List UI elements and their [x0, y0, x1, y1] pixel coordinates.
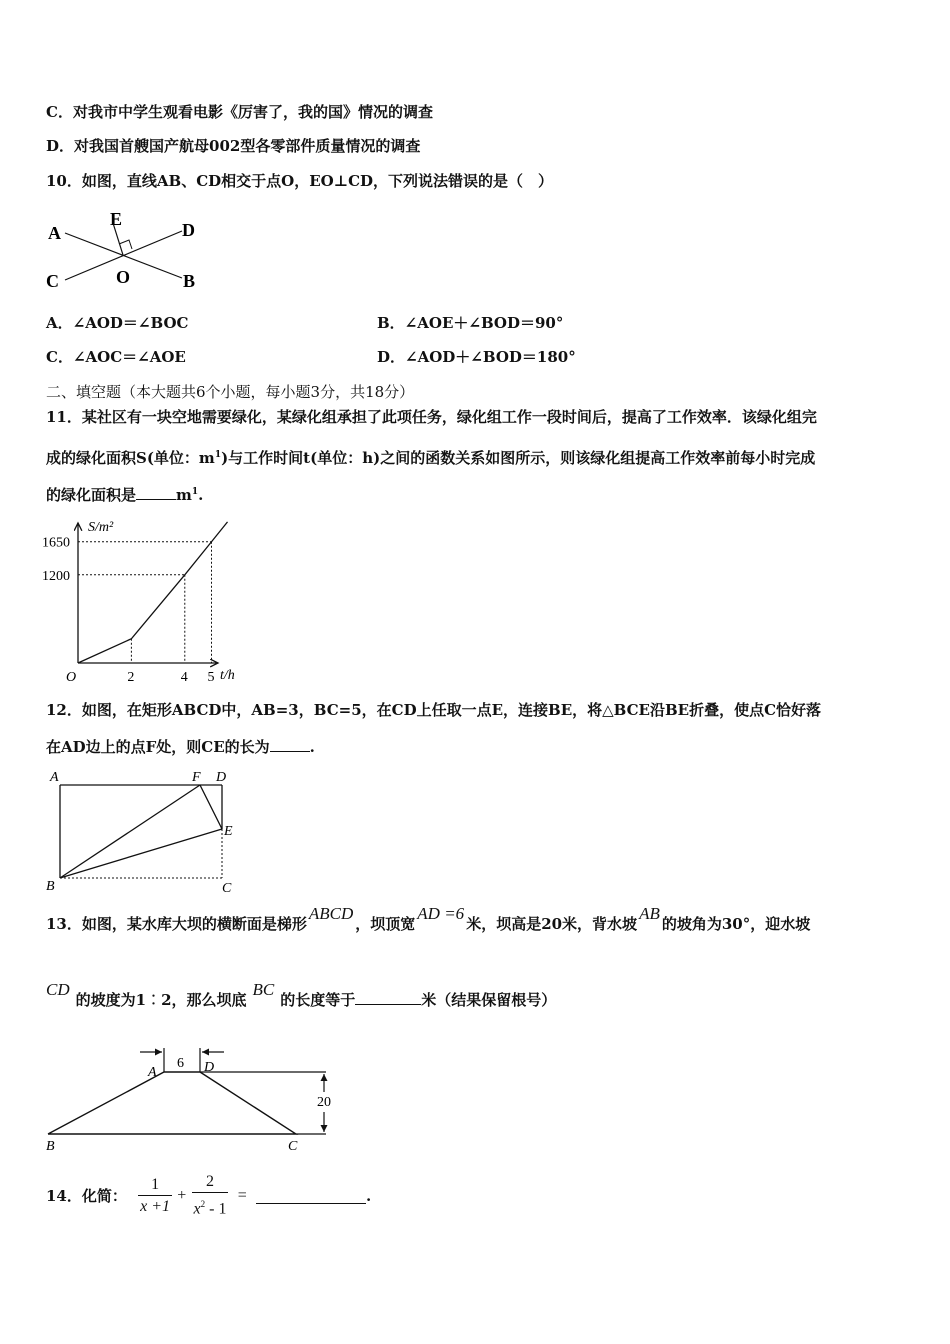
q9-option-d: D．对我国首艘国产航母002型各零部件质量情况的调查 [46, 137, 421, 155]
x-tick-label: 4 [180, 670, 188, 685]
q10-label-c: C [46, 271, 59, 291]
q12-label-d: D [216, 770, 227, 785]
answer-blank[interactable] [270, 737, 310, 752]
fraction-1: $\frac{1}{x +1}$ [140, 1175, 171, 1215]
q10-label-b: B [183, 271, 196, 291]
q10-stem: 10．如图，直线AB、CD相交于点O，EO⊥CD，下列说法错误的是（ ） [46, 172, 554, 190]
q12-label-f: F [192, 770, 201, 785]
x-axis-label: t/h [220, 668, 235, 683]
q13-line1: 13．如图，某水库大坝的横断面是梯形ABCD，坝顶宽AD =6米，坝高是20米，背水坡AB的坡角为30°，迎水坡 [46, 904, 811, 933]
y-tick-label: 1200 [42, 568, 70, 584]
q10-label-e: E [110, 209, 123, 229]
q13-label-d: D [204, 1060, 215, 1075]
answer-blank[interactable] [355, 990, 421, 1005]
y-axis-label: S/m² [88, 520, 114, 535]
q13-height: 20 [317, 1095, 331, 1110]
q12-label-e: E [224, 824, 233, 839]
q14-line: 14．化简： $\frac{1}{x +1}$ + $\frac{2}{x^2 - 1}$ = . [46, 1172, 371, 1220]
q13-line2: CD的坡度为1︰2，那么坝底BC的长度等于 米（结果保留根号） [46, 980, 557, 1009]
q10-label-a: A [48, 223, 61, 243]
q11-line1: 11．某社区有一块空地需要绿化，某绿化组承担了此项任务，绿化组工作一段时间后，提高了工作效率．该绿化组完 [46, 408, 817, 426]
q12-label-b: B [46, 879, 55, 894]
q13-label-c: C [288, 1139, 298, 1154]
q9-option-c: C．对我市中学生观看电影《厉害了，我的国》情况的调查 [46, 103, 433, 121]
q13-figure [40, 1040, 360, 1155]
series-line [78, 522, 228, 663]
q10-option-a: A．∠AOD＝∠BOC [46, 314, 189, 332]
q13-top-width: 6 [177, 1056, 184, 1071]
x-tick-label: 2 [127, 670, 135, 685]
q13-label-b: B [46, 1139, 55, 1154]
x-tick-label: 5 [207, 670, 215, 685]
answer-blank[interactable] [136, 485, 176, 500]
answer-blank[interactable] [256, 1189, 366, 1204]
q10-option-c: C．∠AOC＝∠AOE [46, 348, 186, 366]
q12-line2: 在AD边上的点F处，则CE的长为 . [46, 738, 315, 756]
fraction-2: $\frac{2}{x^2 - 1}$ [193, 1173, 227, 1218]
q10-option-d: D．∠AOD＋∠BOD＝180° [377, 348, 576, 366]
q10-option-b: B．∠AOE＋∠BOD＝90° [377, 314, 564, 332]
q12-line1: 12．如图，在矩形ABCD中，AB=3，BC=5，在CD上任取一点E，连接BE，将△BCE沿BE折叠，使点C恰好落 [46, 701, 822, 719]
q10-label-o: O [116, 267, 131, 287]
q11-chart [40, 515, 250, 690]
section-heading: 二、填空题（本大题共6个小题，每小题3分，共18分） [46, 383, 415, 401]
q10-figure [40, 205, 220, 300]
q12-label-a: A [50, 770, 59, 785]
origin-label: O [66, 670, 77, 685]
q13-label-a: A [148, 1065, 157, 1080]
q11-line3: 的绿化面积是 $m^1$. [46, 486, 204, 504]
q12-label-c: C [222, 881, 232, 895]
y-tick-label: 1650 [42, 535, 70, 551]
q11-line2: 成的绿化面积S(单位：$m^1$)与工作时间t(单位：h)之间的函数关系如图所示，则该绿化组提高工作效率前每小时完成 [46, 449, 816, 467]
q12-figure [40, 765, 250, 895]
q10-label-d: D [182, 220, 195, 240]
